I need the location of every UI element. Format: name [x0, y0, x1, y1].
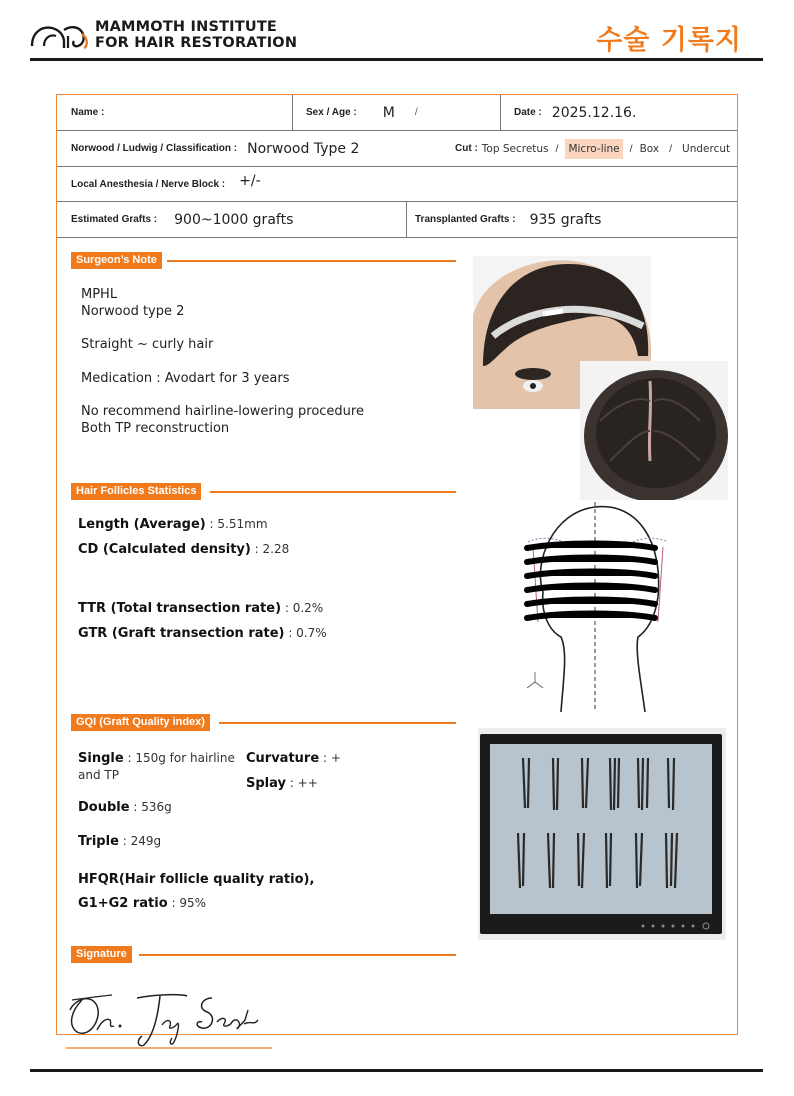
ttr-stat	[78, 601, 323, 616]
hfqr-label: HFQR(Hair follicle quality ratio),	[78, 872, 315, 887]
form-row-grafts	[57, 202, 737, 238]
length-stat	[78, 517, 268, 532]
logo-line-1: MAMMOTH INSTITUTE	[95, 19, 278, 35]
age-separator: /	[414, 107, 418, 118]
cd-value: : 2.28	[250, 542, 290, 556]
single-value: : 150g for hairline	[123, 751, 235, 765]
double-label: Double	[78, 800, 130, 815]
sex-field[interactable]: M	[382, 104, 395, 121]
estimated-grafts-field[interactable]: 900~1000 grafts	[174, 211, 294, 228]
cut-options: Cut : Top Secretus / Micro-line / Box / Undercut	[455, 131, 730, 166]
surgeon-note-line: No recommend hairline-lowering procedure	[81, 404, 364, 419]
form-row-classification	[57, 131, 737, 167]
document-title: 수술 기록지	[596, 25, 742, 56]
curvature-value: : +	[319, 751, 341, 765]
ttr-label: TTR (Total transection rate)	[78, 601, 282, 616]
signature-header	[71, 946, 456, 960]
splay-value: : ++	[285, 776, 318, 790]
transplanted-grafts-field[interactable]: 935 grafts	[529, 211, 602, 228]
g1g2-stat	[78, 896, 206, 911]
curvature-label: Curvature	[246, 751, 320, 766]
g1g2-value: : 95%	[167, 896, 206, 910]
surgeon-note-line: Straight ~ curly hair	[81, 337, 214, 352]
footer-divider	[30, 1069, 763, 1072]
splay-label: Splay	[246, 776, 286, 791]
curvature-stat	[246, 751, 341, 766]
follicle-stats-header	[71, 483, 456, 497]
classification-label: Norwood / Ludwig / Classification :	[71, 143, 238, 154]
cut-option-undercut[interactable]: Undercut	[682, 142, 731, 155]
cut-option-box[interactable]: Box	[639, 142, 660, 155]
date-label: Date :	[514, 107, 542, 118]
density-stat	[78, 542, 289, 557]
logo-line-2: FOR HAIR RESTORATION	[95, 35, 298, 51]
date-field[interactable]: 2025.12.16.	[551, 104, 637, 121]
signature-title: Signature	[71, 946, 132, 963]
cut-label: Cut :	[455, 143, 478, 154]
name-label: Name :	[71, 107, 105, 118]
crown-top-photo	[580, 361, 728, 500]
ttr-value: : 0.2%	[281, 601, 324, 615]
gtr-label: GTR (Graft transection rate)	[78, 626, 285, 641]
triple-stat	[78, 834, 161, 849]
single-value-cont: and TP	[78, 768, 119, 782]
surgeon-note-title: Surgeon’s Note	[71, 252, 162, 269]
cd-label: CD (Calculated density)	[78, 542, 251, 557]
triple-value: : 249g	[118, 834, 162, 848]
header-divider	[30, 58, 763, 61]
length-label: Length (Average)	[78, 517, 206, 532]
form-row-anesthesia	[57, 167, 737, 202]
doctor-signature	[62, 990, 277, 1050]
surgeon-note-line: Both TP reconstruction	[81, 421, 230, 436]
double-value: : 536g	[129, 800, 172, 814]
scalp-diagram	[513, 502, 683, 712]
cut-option-micro-line[interactable]: Micro-line	[565, 139, 622, 159]
surgeon-note-line: Medication : Avodart for 3 years	[81, 371, 290, 386]
surgeon-note-line: MPHL	[81, 287, 118, 302]
gqi-header	[71, 714, 456, 728]
institute-logo-text	[95, 19, 297, 51]
sex-age-label: Sex / Age :	[306, 107, 357, 118]
double-stat	[78, 800, 172, 815]
estimated-grafts-label: Estimated Grafts :	[71, 214, 158, 225]
form-row-name	[57, 95, 737, 131]
anesthesia-field[interactable]: +/-	[239, 173, 261, 189]
gtr-stat	[78, 626, 327, 641]
cut-option-top-secretus[interactable]: Top Secretus	[481, 142, 549, 155]
classification-field[interactable]: Norwood Type 2	[247, 140, 360, 157]
surgeon-note-header	[71, 252, 456, 266]
mammoth-logo-icon	[30, 22, 90, 50]
length-value: : 5.51mm	[205, 517, 268, 531]
gtr-value: : 0.7%	[284, 626, 327, 640]
follicle-stats-title: Hair Follicles Statistics	[71, 483, 201, 500]
g1g2-label: G1+G2 ratio	[78, 896, 168, 911]
graft-microscope-photo	[478, 728, 726, 940]
hfqr-stat	[78, 872, 314, 887]
triple-label: Triple	[78, 834, 119, 849]
anesthesia-label: Local Anesthesia / Nerve Block :	[71, 178, 226, 190]
single-label: Single	[78, 751, 124, 766]
surgeon-note-line: Norwood type 2	[81, 304, 185, 319]
single-stat	[78, 750, 246, 784]
splay-stat	[246, 776, 318, 791]
gqi-title: GQI (Graft Quality index)	[71, 714, 210, 731]
transplanted-grafts-label: Transplanted Grafts :	[415, 214, 516, 225]
